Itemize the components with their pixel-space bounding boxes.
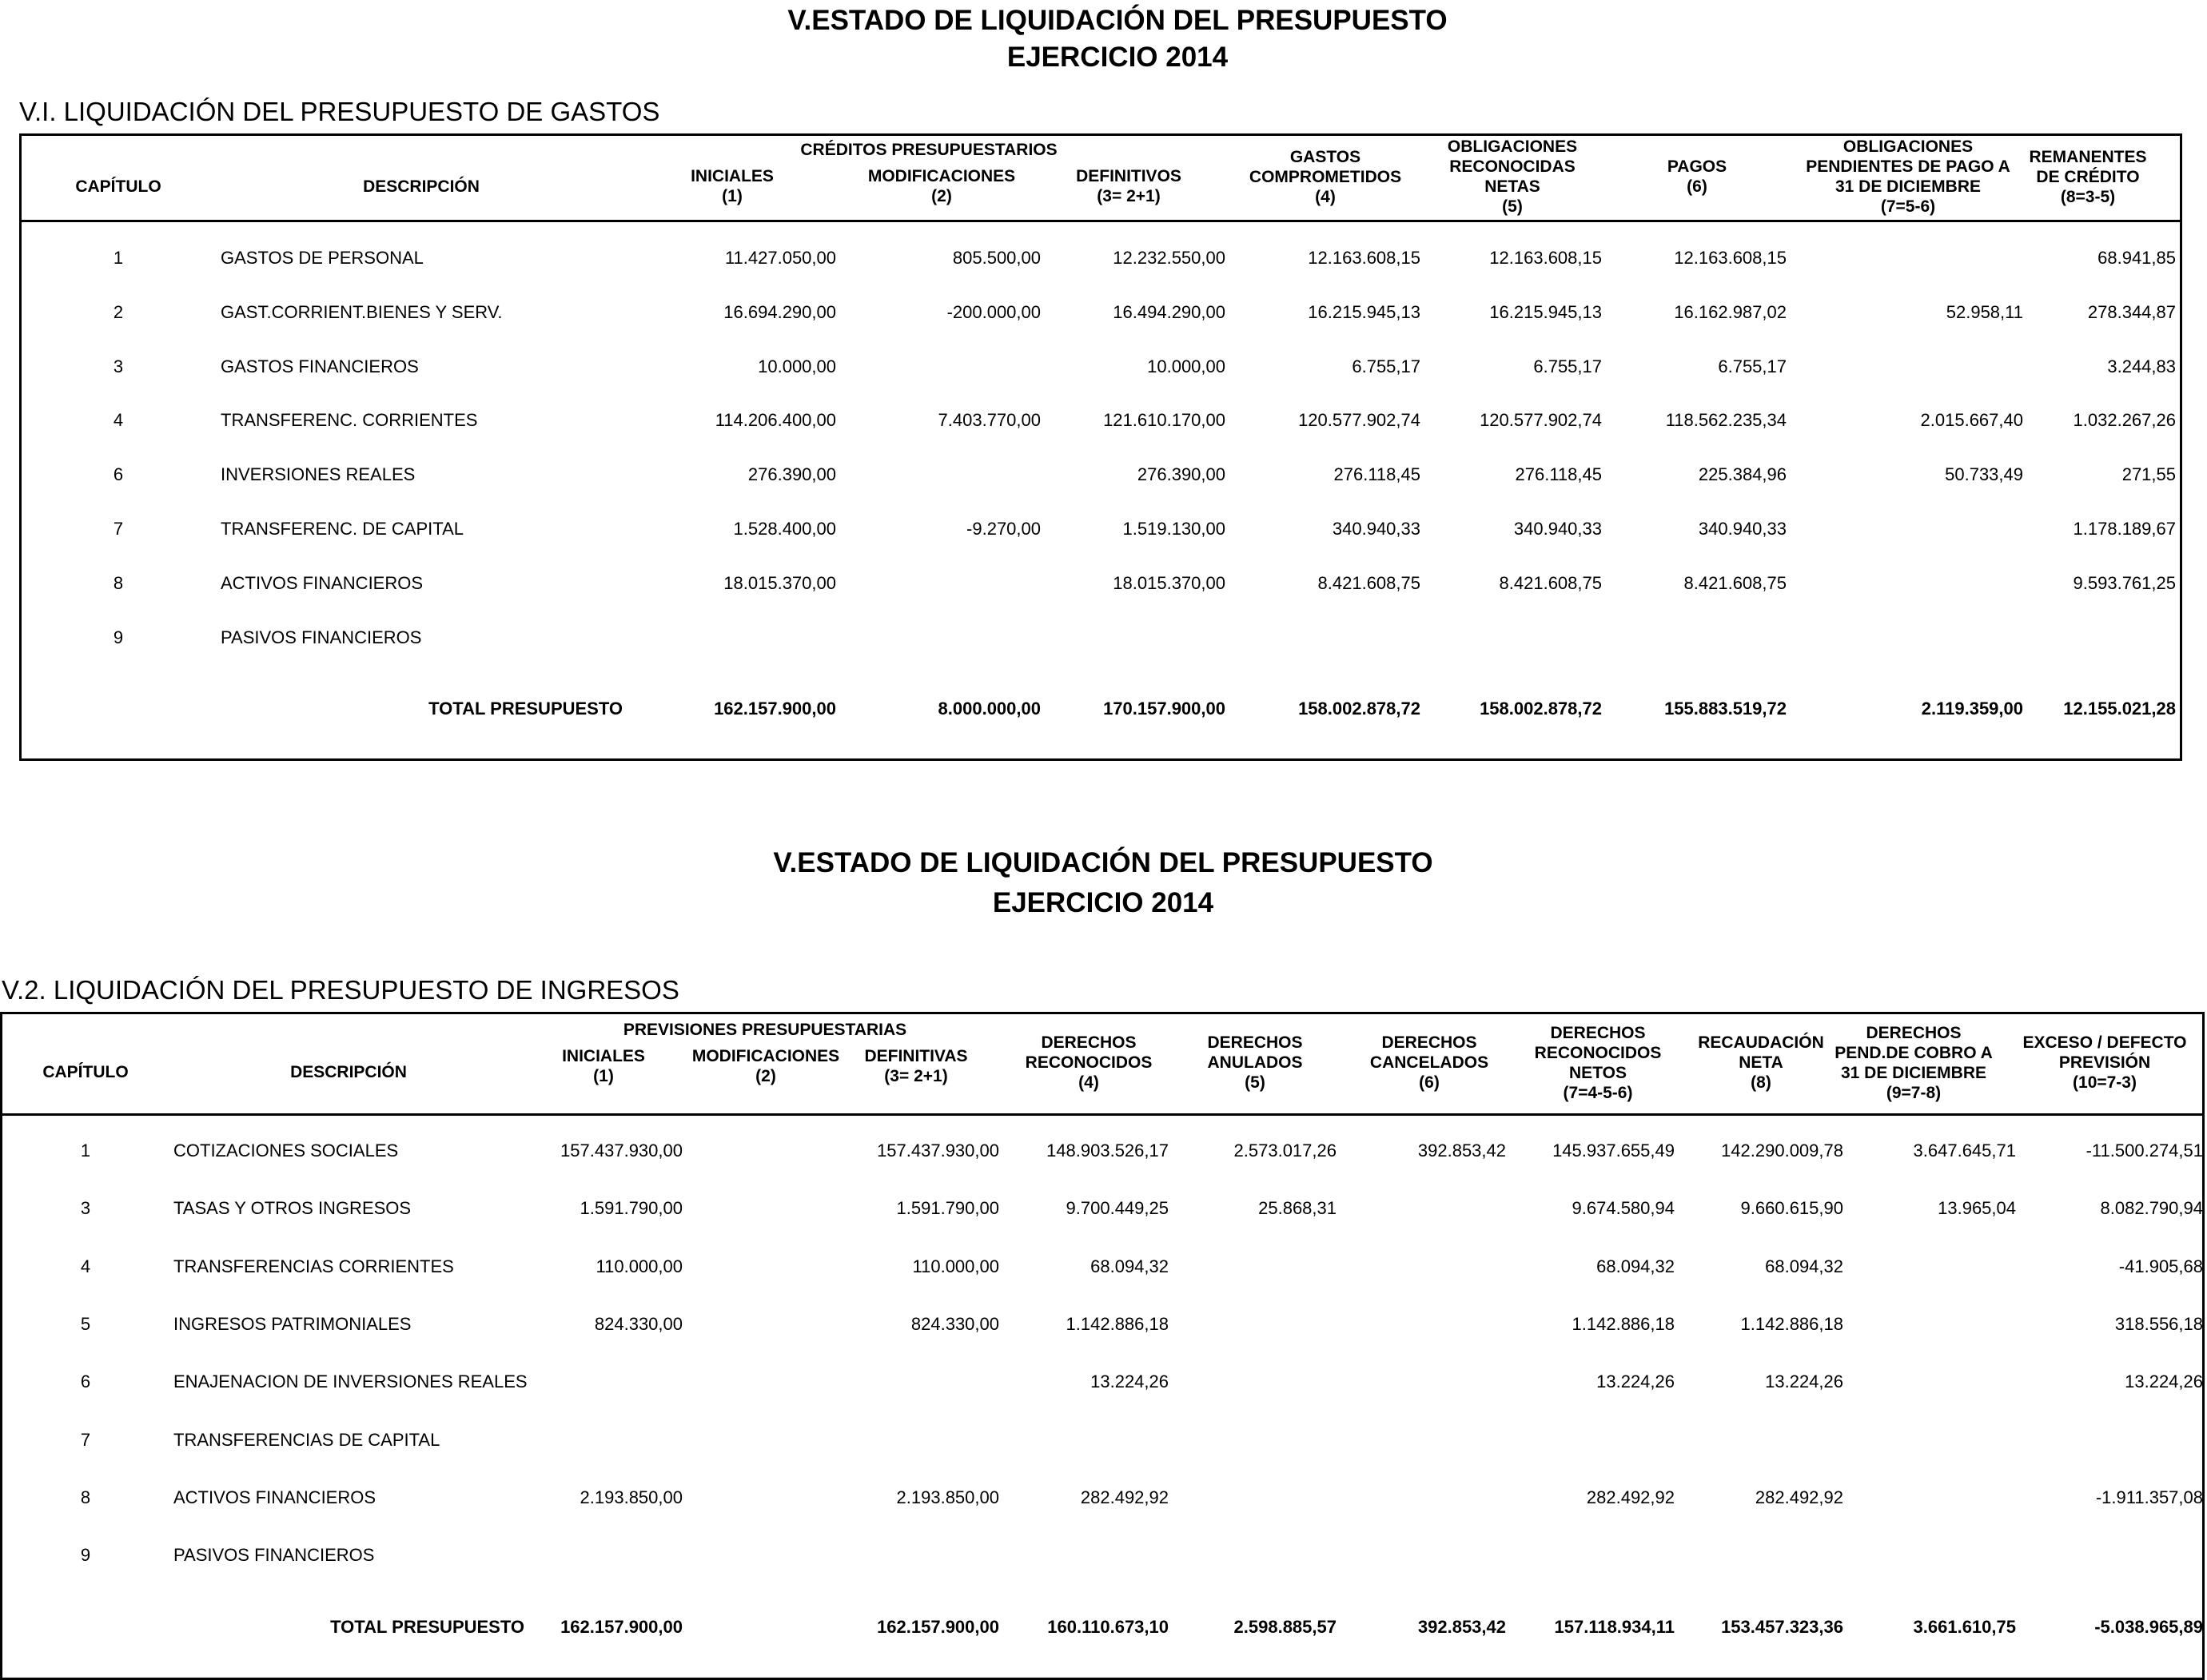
ingresos-header-1 — [229, 1062, 468, 1082]
gastos-table-row-value-4: 1.519.130,00 — [1122, 519, 1225, 539]
gastos-table-row-value-3: 805.500,00 — [952, 248, 1041, 268]
ingresos-table-row-value-5: 13.224,26 — [1090, 1371, 1169, 1392]
ingresos-header-7-line: CANCELADOS — [1369, 1053, 1489, 1072]
gastos-table-row-value-9: 68.941,85 — [2097, 248, 2176, 268]
ingresos-total-row-value-8: 157.118.934,11 — [1554, 1617, 1675, 1637]
ingresos-table-row-value-7: 392.853,42 — [1417, 1141, 1506, 1160]
ingresos-header-11-line: EXCESO / DEFECTO — [2022, 1033, 2187, 1052]
gastos-table-row-descripcion: GASTOS DE PERSONAL — [221, 248, 424, 268]
gastos-table-row-descripcion: GAST.CORRIENT.BIENES Y SERV. — [221, 301, 503, 322]
gastos-table-row-value-9: 1.032.267,26 — [2073, 410, 2176, 431]
gastos-table-row-value-5: 276.118,45 — [1333, 464, 1420, 485]
ingresos-table-row-descripcion: TRANSFERENCIAS DE CAPITAL — [173, 1429, 440, 1450]
ingresos-total-row-value-4: 162.157.900,00 — [877, 1617, 999, 1637]
ingresos-header-2-line: INICIALES — [562, 1047, 645, 1065]
ingresos-table-row-value-4: 157.437.930,00 — [877, 1141, 999, 1160]
gastos-table-row-capitulo: 1 — [113, 248, 124, 268]
gastos-table-row-descripcion: ACTIVOS FINANCIEROS — [221, 572, 424, 593]
gastos-table-row-value-6: 6.755,17 — [1533, 356, 1602, 376]
gastos-table-row-value-5: 340.940,33 — [1332, 519, 1420, 539]
ingresos-total-row-value-6: 2.598.885,57 — [1233, 1617, 1337, 1637]
ingresos-header-10-line: PEND.DE COBRO A — [1835, 1043, 1993, 1062]
gastos-header-9 — [1968, 147, 2207, 207]
ingresos-table-row-value-8: 68.094,32 — [1596, 1256, 1675, 1276]
gastos-table-row-value-5: 12.163.608,15 — [1308, 248, 1420, 268]
ingresos-header-8-line: NETOS — [1569, 1063, 1627, 1082]
ingresos-header-11 — [1985, 1033, 2207, 1093]
ingresos-table-row-descripcion: INGRESOS PATRIMONIALES — [173, 1313, 412, 1334]
ingresos-table-row-value-9: 13.224,26 — [1765, 1371, 1843, 1392]
ingresos-header-8-line: RECONOCIDOS — [1534, 1043, 1662, 1062]
gastos-header-3-line: (2) — [931, 187, 952, 205]
gastos-table-row-capitulo: 3 — [113, 356, 124, 376]
gastos-table-row-capitulo: 8 — [113, 572, 124, 593]
gastos-header-8-line: 31 DE DICIEMBRE — [1835, 177, 1982, 196]
gastos-table-row-value-6: 12.163.608,15 — [1489, 248, 1602, 268]
gastos-year: EJERCICIO 2014 — [1006, 42, 1229, 73]
gastos-table-row-value-8: 50.733,49 — [1945, 464, 2023, 485]
ingresos-table-row-descripcion: ACTIVOS FINANCIEROS — [173, 1487, 376, 1507]
ingresos-table-row-value-5: 1.142.886,18 — [1066, 1313, 1169, 1334]
gastos-table-row-value-6: 340.940,33 — [1513, 519, 1602, 539]
gastos-table-row-value-2: 1.528.400,00 — [733, 519, 836, 539]
ingresos-table-row-value-4: 824.330,00 — [910, 1313, 999, 1334]
gastos-table-row-value-5: 16.215.945,13 — [1308, 301, 1420, 322]
ingresos-header-10-line: (9=7-8) — [1886, 1083, 1942, 1102]
ingresos-header-divider — [2, 1113, 2202, 1116]
ingresos-table-row-capitulo: 7 — [80, 1429, 91, 1450]
ingresos-header-0 — [0, 1062, 205, 1082]
gastos-table-row-value-4: 10.000,00 — [1147, 356, 1225, 376]
gastos-header-6-line: (5) — [1502, 197, 1523, 216]
ingresos-total-row-value-10: 3.661.610,75 — [1913, 1617, 2016, 1637]
ingresos-header-2-line: (1) — [593, 1067, 614, 1085]
ingresos-header-6-line: ANULADOS — [1207, 1053, 1303, 1072]
gastos-table-row-value-3: -9.270,00 — [966, 519, 1041, 539]
ingresos-year: EJERCICIO 2014 — [992, 887, 1214, 918]
gastos-header-9-line: DE CRÉDITO — [2036, 167, 2140, 186]
ingresos-table-row-value-11: 13.224,26 — [2125, 1371, 2203, 1392]
ingresos-table-row-value-9: 68.094,32 — [1765, 1256, 1843, 1276]
ingresos-table-row-value-11: -41.905,68 — [2118, 1256, 2203, 1276]
ingresos-table-row-value-10: 13.965,04 — [1938, 1198, 2016, 1219]
gastos-table-row-value-6: 16.215.945,13 — [1489, 301, 1602, 322]
ingresos-table-row-descripcion: ENAJENACION DE INVERSIONES REALES — [173, 1371, 528, 1392]
ingresos-header-9-line: NETA — [1739, 1053, 1783, 1072]
gastos-total-row-value-6: 158.002.878,72 — [1480, 699, 1602, 719]
ingresos-table-row-value-2: 2.193.850,00 — [580, 1487, 683, 1507]
gastos-table-row-value-6: 276.118,45 — [1515, 464, 1602, 485]
ingresos-header-5-line: (4) — [1078, 1073, 1099, 1092]
ingresos-table-row-value-2: 1.591.790,00 — [580, 1198, 683, 1219]
gastos-header-7-line: (6) — [1687, 177, 1707, 196]
ingresos-table-row-value-2: 824.330,00 — [594, 1313, 683, 1334]
ingresos-total-row-value-7: 392.853,42 — [1417, 1617, 1506, 1637]
ingresos-header-6-line: (5) — [1245, 1073, 1265, 1092]
ingresos-table-row-value-5: 282.492,92 — [1080, 1487, 1169, 1507]
ingresos-table-row-value-9: 1.142.886,18 — [1740, 1313, 1843, 1334]
ingresos-header-9-line: RECAUDACIÓN — [1698, 1033, 1824, 1052]
gastos-group-header: CRÉDITOS PRESUPUESTARIOS — [800, 141, 1058, 159]
gastos-total-row-value-8: 2.119.359,00 — [1921, 699, 2023, 719]
ingresos-header-3-line: MODIFICACIONES — [691, 1047, 840, 1065]
gastos-table-row-descripcion: TRANSFERENC. CORRIENTES — [221, 410, 478, 431]
gastos-table-row-value-7: 8.421.608,75 — [1683, 572, 1787, 593]
ingresos-table-row-value-8: 13.224,26 — [1596, 1371, 1675, 1392]
ingresos-header-10-line: DERECHOS — [1866, 1023, 1962, 1042]
gastos-table-row-value-5: 120.577.902,74 — [1298, 410, 1420, 431]
ingresos-table-row-value-5: 9.700.449,25 — [1066, 1198, 1169, 1219]
ingresos-table-row-value-4: 1.591.790,00 — [896, 1198, 999, 1219]
gastos-table-row-value-2: 11.427.050,00 — [724, 248, 836, 268]
gastos-total-row-value-3: 8.000.000,00 — [938, 699, 1041, 719]
ingresos-total-row-value-9: 153.457.323,36 — [1721, 1617, 1843, 1637]
ingresos-group-header: PREVISIONES PRESUPUESTARIAS — [623, 1021, 907, 1039]
gastos-table-row-capitulo: 7 — [113, 519, 124, 539]
gastos-table-row-value-6: 120.577.902,74 — [1480, 410, 1602, 431]
ingresos-table-row-value-4: 110.000,00 — [912, 1256, 999, 1276]
gastos-table-row-value-9: 1.178.189,67 — [2073, 519, 2176, 539]
ingresos-table-row-value-11: -11.500.274,51 — [2085, 1141, 2203, 1160]
gastos-table-row-value-4: 12.232.550,00 — [1113, 248, 1225, 268]
gastos-header-3-line: MODIFICACIONES — [867, 167, 1016, 185]
ingresos-total-row-value-2: 162.157.900,00 — [560, 1617, 683, 1637]
gastos-table — [19, 133, 2182, 761]
gastos-table-row-value-4: 18.015.370,00 — [1113, 572, 1225, 593]
gastos-table-row-value-7: 340.940,33 — [1698, 519, 1787, 539]
ingresos-table-row-value-5: 68.094,32 — [1090, 1256, 1169, 1276]
ingresos-table-row-descripcion: COTIZACIONES SOCIALES — [173, 1141, 399, 1160]
ingresos-table-row-descripcion: PASIVOS FINANCIEROS — [173, 1545, 375, 1566]
gastos-total-row-value-5: 158.002.878,72 — [1298, 699, 1420, 719]
ingresos-table-row-capitulo: 9 — [80, 1545, 91, 1566]
ingresos-header-8-line: DERECHOS — [1550, 1023, 1646, 1042]
gastos-header-5-line: (4) — [1315, 187, 1336, 206]
ingresos-header-10-line: 31 DE DICIEMBRE — [1840, 1063, 1987, 1082]
ingresos-total-row-descripcion: TOTAL PRESUPUESTO — [330, 1617, 524, 1637]
gastos-table-row-value-7: 118.562.235,34 — [1665, 410, 1787, 431]
ingresos-table-row-value-9: 142.290.009,78 — [1721, 1141, 1843, 1160]
gastos-header-2 — [612, 166, 852, 206]
ingresos-table-row-value-8: 282.492,92 — [1586, 1487, 1675, 1507]
gastos-header-8-line: (7=5-6) — [1880, 197, 1936, 216]
ingresos-header-4-line: (3= 2+1) — [884, 1067, 948, 1085]
gastos-table-row-value-2: 16.694.290,00 — [723, 301, 836, 322]
gastos-table-row-value-9: 271,55 — [2121, 464, 2176, 485]
gastos-table-row-value-7: 225.384,96 — [1698, 464, 1787, 485]
ingresos-title: V.ESTADO DE LIQUIDACIÓN DEL PRESUPUESTO — [773, 847, 1433, 878]
ingresos-table-row-value-9: 9.660.615,90 — [1740, 1198, 1843, 1219]
ingresos-table-row-descripcion: TASAS Y OTROS INGRESOS — [173, 1198, 412, 1219]
gastos-header-9-line: (8=3-5) — [2060, 187, 2116, 206]
gastos-header-2-line: INICIALES — [691, 167, 774, 185]
ingresos-total-row-value-5: 160.110.673,10 — [1047, 1617, 1169, 1637]
ingresos-table-row-value-5: 148.903.526,17 — [1046, 1141, 1169, 1160]
gastos-header-5-line: COMPROMETIDOS — [1249, 167, 1402, 186]
ingresos-table-row-value-6: 25.868,31 — [1258, 1198, 1337, 1219]
ingresos-header-8-line: (7=4-5-6) — [1563, 1083, 1633, 1102]
ingresos-table-row-value-8: 145.937.655,49 — [1552, 1141, 1675, 1160]
ingresos-header-7-line: (6) — [1419, 1073, 1440, 1092]
gastos-header-divider — [22, 220, 2180, 222]
gastos-header-2-line: (1) — [722, 187, 743, 205]
gastos-table-row-value-8: 52.958,11 — [1946, 301, 2023, 322]
gastos-table-row-value-7: 16.162.987,02 — [1674, 301, 1787, 322]
gastos-header-7-line: PAGOS — [1667, 157, 1727, 176]
gastos-total-row-value-4: 170.157.900,00 — [1103, 699, 1225, 719]
gastos-table-row-value-4: 121.610.170,00 — [1103, 410, 1225, 431]
gastos-header-5-line: GASTOS — [1289, 147, 1361, 166]
gastos-table-row-value-2: 18.015.370,00 — [723, 572, 836, 593]
ingresos-table-row-value-6: 2.573.017,26 — [1233, 1141, 1337, 1160]
ingresos-table-row-value-2: 110.000,00 — [596, 1256, 683, 1276]
gastos-table-row-value-2: 10.000,00 — [758, 356, 836, 376]
gastos-table-row-value-3: 7.403.770,00 — [938, 410, 1041, 431]
ingresos-table-row-capitulo: 8 — [80, 1487, 91, 1507]
gastos-table-row-capitulo: 9 — [113, 627, 124, 647]
ingresos-table-row-value-11: 8.082.790,94 — [2100, 1198, 2203, 1219]
ingresos-total-row-value-11: -5.038.965,89 — [2094, 1617, 2203, 1637]
ingresos-table — [0, 1012, 2205, 1680]
ingresos-header-1-line: DESCRIPCIÓN — [290, 1063, 407, 1081]
gastos-table-row-value-9: 278.344,87 — [2087, 301, 2176, 322]
ingresos-header-0-line: CAPÍTULO — [42, 1063, 129, 1081]
gastos-header-0 — [0, 177, 238, 197]
ingresos-header-4-line: DEFINITIVAS — [864, 1047, 968, 1065]
gastos-header-6-line: NETAS — [1484, 177, 1540, 196]
ingresos-table-row-value-9: 282.492,92 — [1755, 1487, 1843, 1507]
gastos-table-row-value-7: 6.755,17 — [1718, 356, 1787, 376]
gastos-table-row-value-5: 8.421.608,75 — [1317, 572, 1420, 593]
gastos-header-9-line: REMANENTES — [2029, 147, 2147, 166]
gastos-header-0-line: CAPÍTULO — [75, 177, 161, 196]
ingresos-table-row-descripcion: TRANSFERENCIAS CORRIENTES — [173, 1256, 454, 1276]
gastos-header-1 — [301, 177, 541, 197]
gastos-table-row-capitulo: 2 — [113, 301, 124, 322]
gastos-table-row-capitulo: 6 — [113, 464, 124, 485]
gastos-total-row-descripcion: TOTAL PRESUPUESTO — [428, 699, 623, 719]
ingresos-table-row-value-8: 1.142.886,18 — [1572, 1313, 1675, 1334]
ingresos-table-row-value-10: 3.647.645,71 — [1913, 1141, 2016, 1160]
gastos-table-row-descripcion: INVERSIONES REALES — [221, 464, 416, 485]
ingresos-table-row-value-4: 2.193.850,00 — [896, 1487, 999, 1507]
ingresos-table-row-capitulo: 3 — [80, 1198, 91, 1219]
gastos-title: V.ESTADO DE LIQUIDACIÓN DEL PRESUPUESTO — [787, 5, 1448, 36]
ingresos-header-9-line: (8) — [1751, 1073, 1771, 1092]
ingresos-table-row-value-11: -1.911.357,08 — [2095, 1487, 2203, 1507]
ingresos-header-11-line: (10=7-3) — [2073, 1073, 2137, 1092]
gastos-table-row-capitulo: 4 — [113, 410, 124, 431]
gastos-header-6-line: OBLIGACIONES — [1447, 137, 1578, 156]
gastos-header-8-line: OBLIGACIONES — [1842, 137, 1974, 156]
gastos-table-row-value-6: 8.421.608,75 — [1499, 572, 1602, 593]
gastos-subtitle: V.I. LIQUIDACIÓN DEL PRESUPUESTO DE GASTOS — [19, 97, 660, 126]
ingresos-table-row-value-2: 157.437.930,00 — [560, 1141, 683, 1160]
gastos-header-1-line: DESCRIPCIÓN — [363, 177, 480, 196]
gastos-header-4-line: (3= 2+1) — [1097, 187, 1161, 205]
gastos-total-row-value-7: 155.883.519,72 — [1664, 699, 1787, 719]
gastos-total-row-value-2: 162.157.900,00 — [714, 699, 836, 719]
gastos-table-row-value-9: 9.593.761,25 — [2073, 572, 2176, 593]
ingresos-header-11-line: PREVISIÓN — [2058, 1053, 2151, 1072]
gastos-table-row-value-2: 114.206.400,00 — [715, 410, 836, 431]
gastos-table-row-value-5: 6.755,17 — [1352, 356, 1420, 376]
ingresos-table-row-capitulo: 6 — [80, 1371, 91, 1392]
ingresos-header-5-line: DERECHOS — [1041, 1033, 1137, 1052]
gastos-table-row-value-3: -200.000,00 — [946, 301, 1041, 322]
ingresos-table-row-value-11: 318.556,18 — [2114, 1313, 2203, 1334]
gastos-table-row-value-4: 276.390,00 — [1137, 464, 1225, 485]
ingresos-table-row-value-8: 9.674.580,94 — [1572, 1198, 1675, 1219]
ingresos-header-6-line: DERECHOS — [1207, 1033, 1303, 1052]
ingresos-header-5-line: RECONOCIDOS — [1025, 1053, 1153, 1072]
gastos-header-6-line: RECONOCIDAS — [1449, 157, 1576, 176]
ingresos-subtitle: V.2. LIQUIDACIÓN DEL PRESUPUESTO DE INGRESOS — [2, 975, 679, 1005]
gastos-table-row-value-2: 276.390,00 — [747, 464, 836, 485]
ingresos-table-row-capitulo: 1 — [80, 1141, 91, 1160]
gastos-table-row-descripcion: PASIVOS FINANCIEROS — [221, 627, 422, 647]
ingresos-header-3-line: (2) — [755, 1067, 776, 1085]
gastos-header-4-line: DEFINITIVOS — [1076, 167, 1181, 185]
gastos-table-row-value-8: 2.015.667,40 — [1920, 410, 2023, 431]
gastos-header-8-line: PENDIENTES DE PAGO A — [1806, 157, 2010, 176]
ingresos-header-7-line: DERECHOS — [1381, 1033, 1477, 1052]
gastos-table-row-value-9: 3.244,83 — [2107, 356, 2176, 376]
gastos-header-7 — [1577, 157, 1817, 197]
gastos-table-row-descripcion: GASTOS FINANCIEROS — [221, 356, 419, 376]
gastos-table-row-value-7: 12.163.608,15 — [1674, 248, 1787, 268]
gastos-table-row-descripcion: TRANSFERENC. DE CAPITAL — [221, 519, 464, 539]
gastos-table-row-value-4: 16.494.290,00 — [1113, 301, 1225, 322]
gastos-total-row-value-9: 12.155.021,28 — [2063, 699, 2176, 719]
ingresos-table-row-capitulo: 5 — [80, 1313, 91, 1334]
ingresos-table-row-capitulo: 4 — [80, 1256, 91, 1276]
